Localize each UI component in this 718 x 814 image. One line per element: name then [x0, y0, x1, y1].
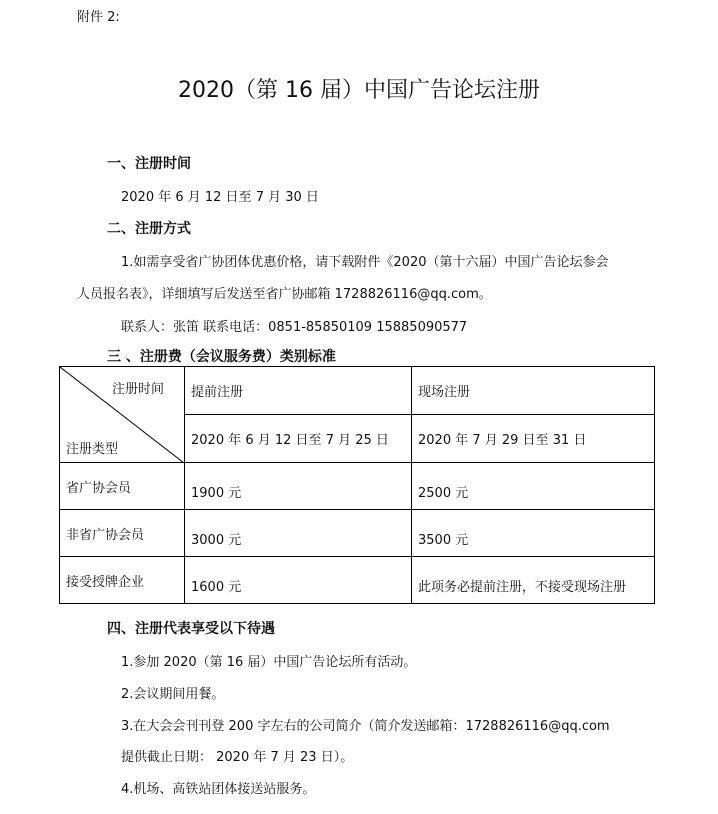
row-early: 3000 元: [185, 510, 412, 557]
method-line-1: 1.如需享受省广协团体优惠价格，请下载附件《2020（第十六届）中国广告论坛参会: [121, 255, 609, 270]
row-early: 1900 元: [185, 463, 412, 510]
benefit-2: 2.会议期间用餐。: [121, 687, 225, 702]
section-1-heading: 一、注册时间: [107, 156, 191, 172]
date-early: 2020 年 6 月 12 日至 7 月 25 日: [185, 415, 412, 463]
diagonal-bottom-label: 注册类型: [66, 442, 119, 457]
registration-period: 2020 年 6 月 12 日至 7 月 30 日: [121, 190, 319, 205]
table-row: [60, 510, 655, 557]
page-title: 2020（第 16 届）中国广告论坛注册: [178, 78, 540, 103]
fee-table: [59, 366, 655, 604]
row-onsite: 此项务必提前注册，不接受现场注册: [412, 557, 655, 604]
row-onsite: 3500 元: [412, 510, 655, 557]
header-onsite: 现场注册: [412, 367, 655, 415]
row-onsite: 2500 元: [412, 463, 655, 510]
benefit-3: 3.在大会会刊刊登 200 字左右的公司简介（简介发送邮箱：1728826116@qq.com: [121, 719, 610, 734]
section-3-heading: 三 、注册费（会议服务费）类别标准: [107, 349, 336, 365]
row-early: 1600 元: [185, 557, 412, 604]
section-2-heading: 二、注册方式: [107, 221, 191, 237]
date-onsite: 2020 年 7 月 29 日至 31 日: [412, 415, 655, 463]
diagonal-header-cell: [60, 367, 185, 463]
row-type: 省广协会员: [60, 463, 185, 510]
row-type: 接受授牌企业: [60, 557, 185, 604]
row-type: 非省广协会员: [60, 510, 185, 557]
contact-line: 联系人：张笛 联系电话：0851-85850109 15885090577: [121, 320, 468, 335]
section-4-heading: 四、注册代表享受以下待遇: [107, 621, 275, 637]
table-header-row: [60, 367, 655, 415]
table-row: [60, 463, 655, 510]
table-row: [60, 557, 655, 604]
attachment-label: 附件 2:: [77, 10, 120, 25]
diagonal-top-label: 注册时间: [111, 382, 164, 397]
benefit-3-deadline: 提供截止日期： 2020 年 7 月 23 日）。: [121, 750, 354, 765]
benefit-1: 1.参加 2020（第 16 届）中国广告论坛所有活动。: [121, 655, 417, 670]
header-early: 提前注册: [185, 367, 412, 415]
benefit-4: 4.机场、高铁站团体接送站服务。: [121, 782, 316, 797]
method-line-2: 人员报名表》，详细填写后发送至省广协邮箱 1728826116@qq.com。: [77, 287, 492, 302]
